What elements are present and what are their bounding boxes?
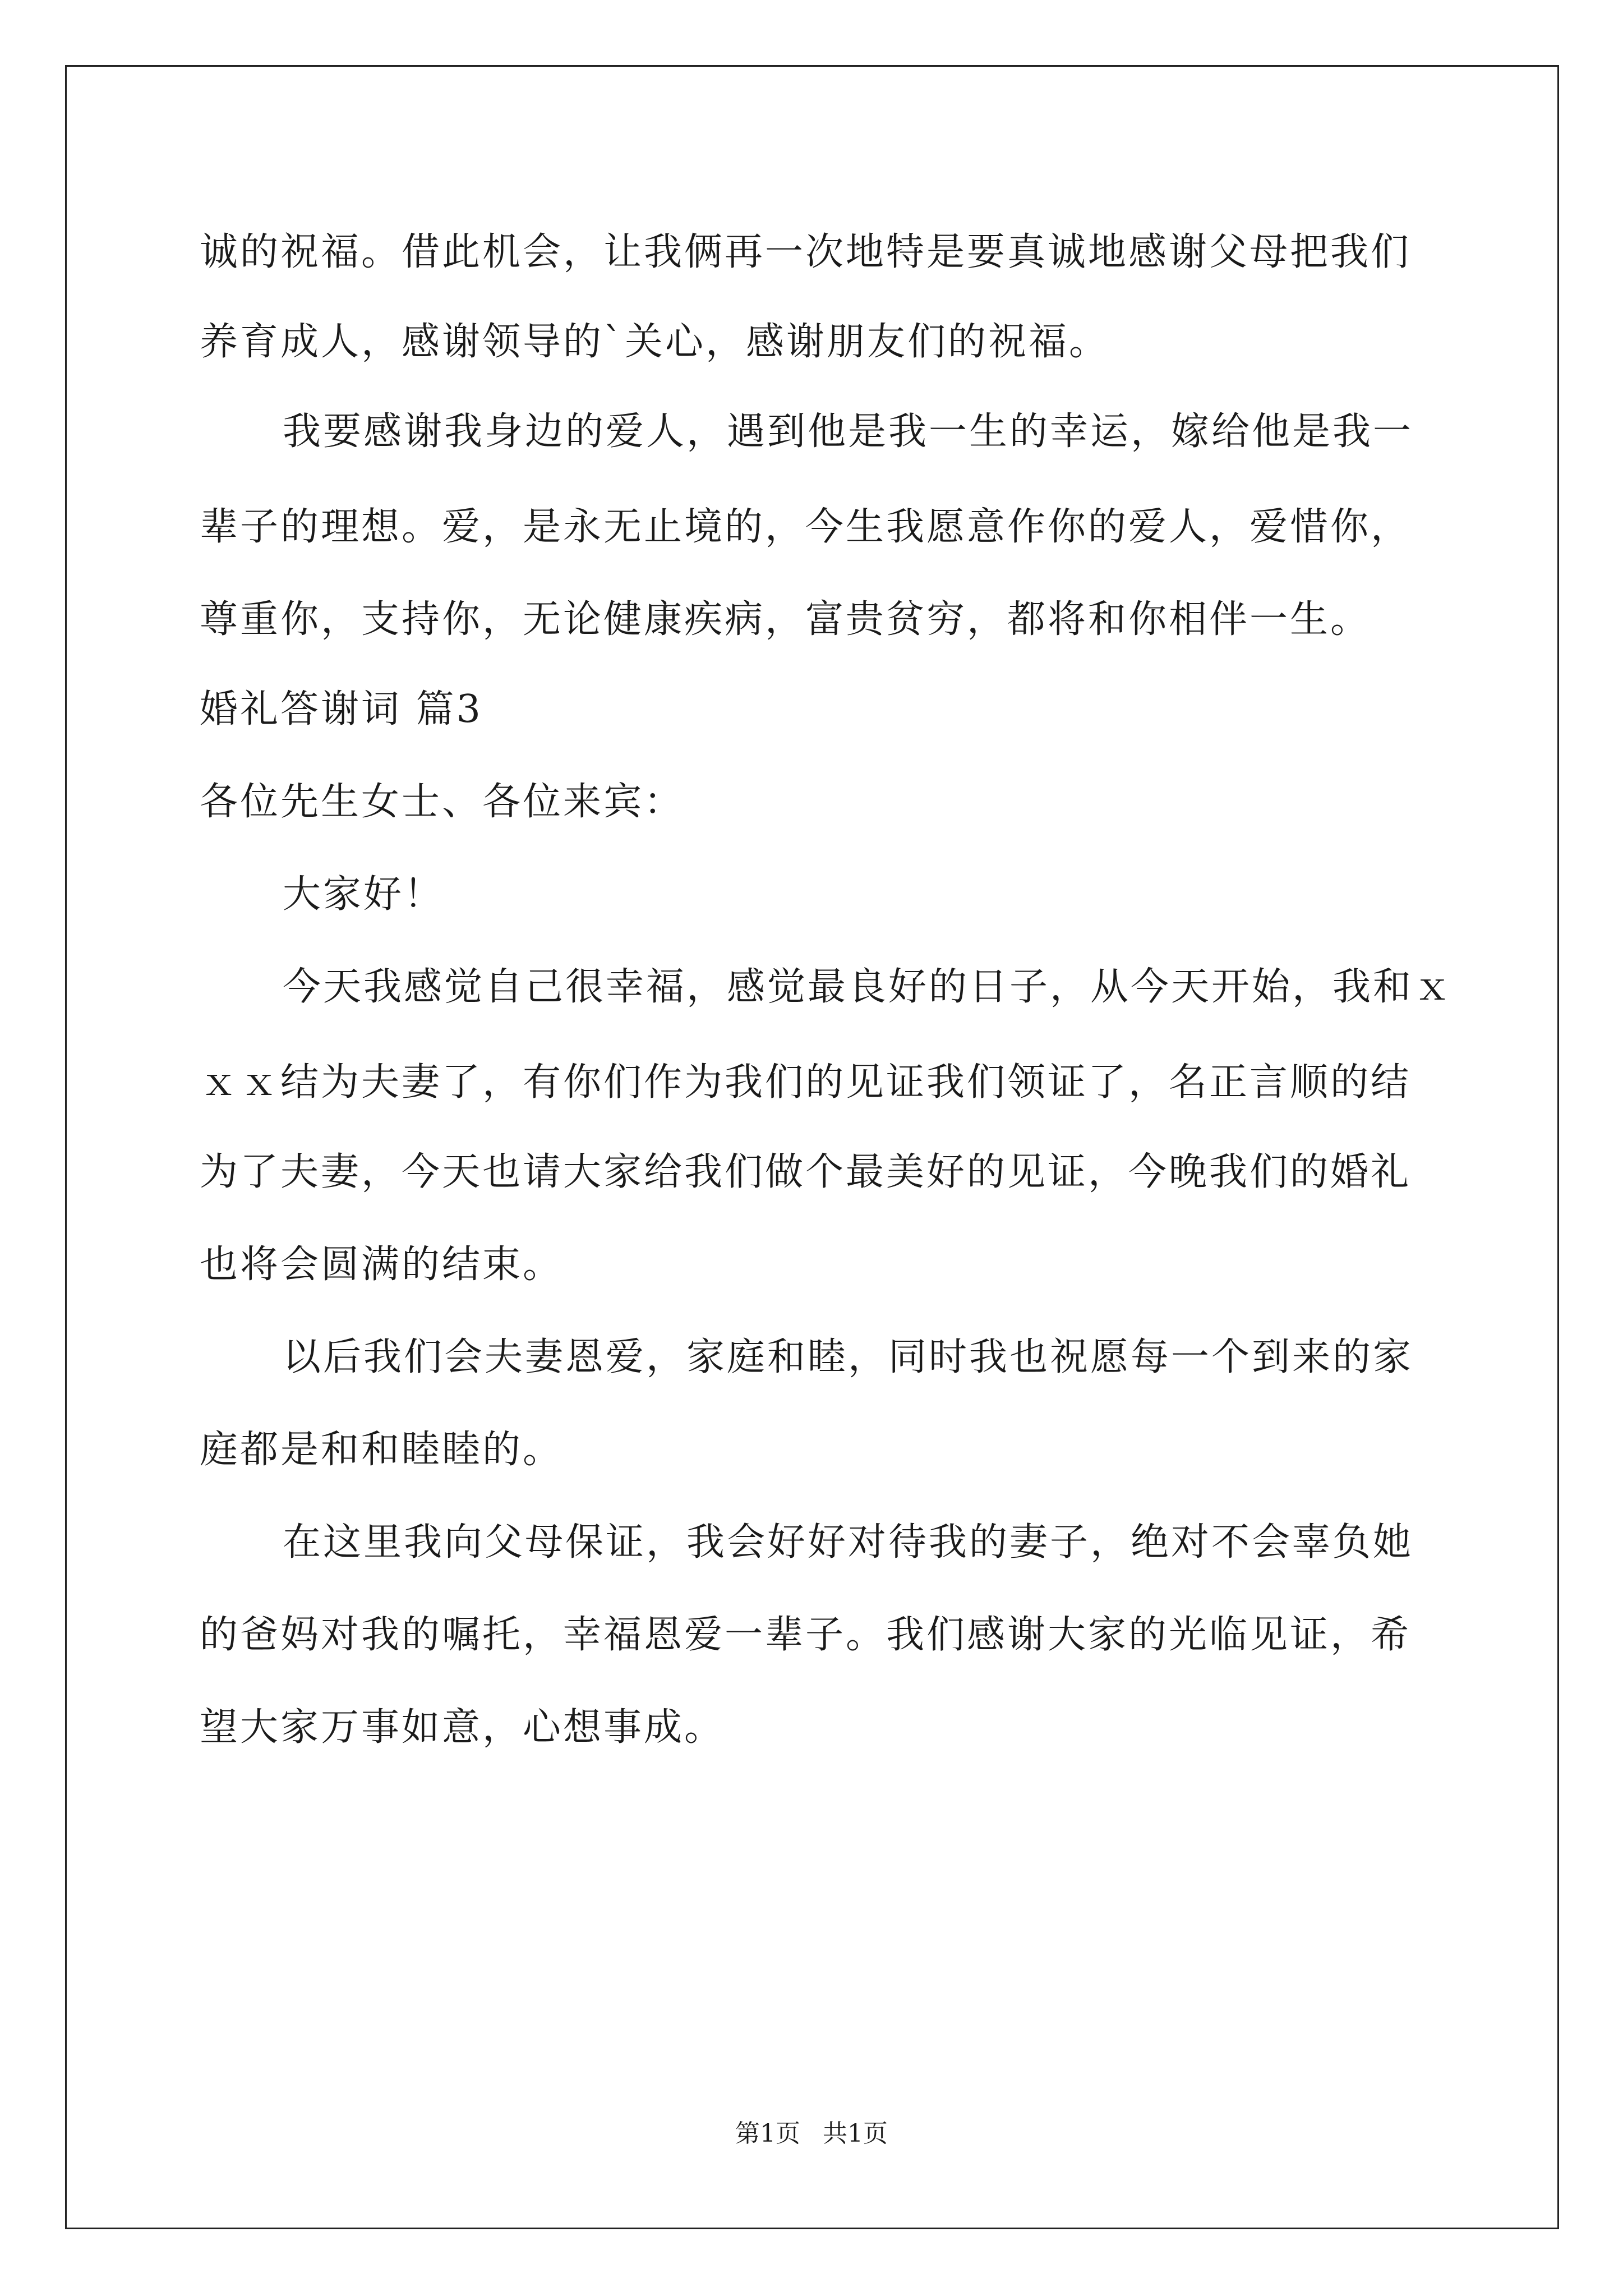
paragraph-line: 也将会圆满的结束。	[200, 1243, 564, 1287]
paragraph-line: 以后我们会夫妻恩爱，家庭和睦，同时我也祝愿每一个到来的家	[283, 1335, 1414, 1379]
paragraph-line: 养育成人，感谢领导的`关心，感谢朋友们的祝福。	[200, 320, 1110, 364]
page-total: 共1页	[823, 2119, 888, 2148]
paragraph-line: 为了夫妻，今天也请大家给我们做个最美好的见证，今晚我们的婚礼	[200, 1150, 1412, 1194]
page-border	[65, 65, 1559, 2229]
paragraph-line: 在这里我向父母保证，我会好好对待我的妻子，绝对不会辜负她	[283, 1520, 1414, 1565]
paragraph-line: 的爸妈对我的嘱托，幸福恩爱一辈子。我们感谢大家的光临见证，希	[200, 1613, 1412, 1657]
paragraph-line: 诚的祝福。借此机会，让我俩再一次地特是要真诚地感谢父母把我们	[200, 230, 1412, 274]
page-footer	[0, 2119, 1623, 2148]
paragraph-line: 辈子的理想。爱，是永无止境的，今生我愿意作你的爱人，爱惜你，	[200, 505, 1412, 549]
greeting: 大家好！	[283, 872, 445, 917]
paragraph-line: 今天我感觉自己很幸福，感觉最良好的日子，从今天开始，我和ｘ	[283, 965, 1454, 1009]
page-number: 第1页	[735, 2119, 800, 2148]
paragraph-line: 望大家万事如意，心想事成。	[200, 1705, 725, 1750]
paragraph-line: 庭都是和和睦睦的。	[200, 1428, 564, 1472]
salutation: 各位先生女士、各位来宾：	[200, 780, 685, 824]
paragraph-line: 尊重你，支持你，无论健康疾病，富贵贫穷，都将和你相伴一生。	[200, 597, 1371, 642]
section-heading: 婚礼答谢词 篇3	[200, 687, 483, 731]
paragraph-line: 我要感谢我身边的爱人，遇到他是我一生的幸运，嫁给他是我一	[283, 409, 1414, 454]
paragraph-line: ｘｘ结为夫妻了，有你们作为我们的见证我们领证了，名正言顺的结	[200, 1060, 1412, 1105]
